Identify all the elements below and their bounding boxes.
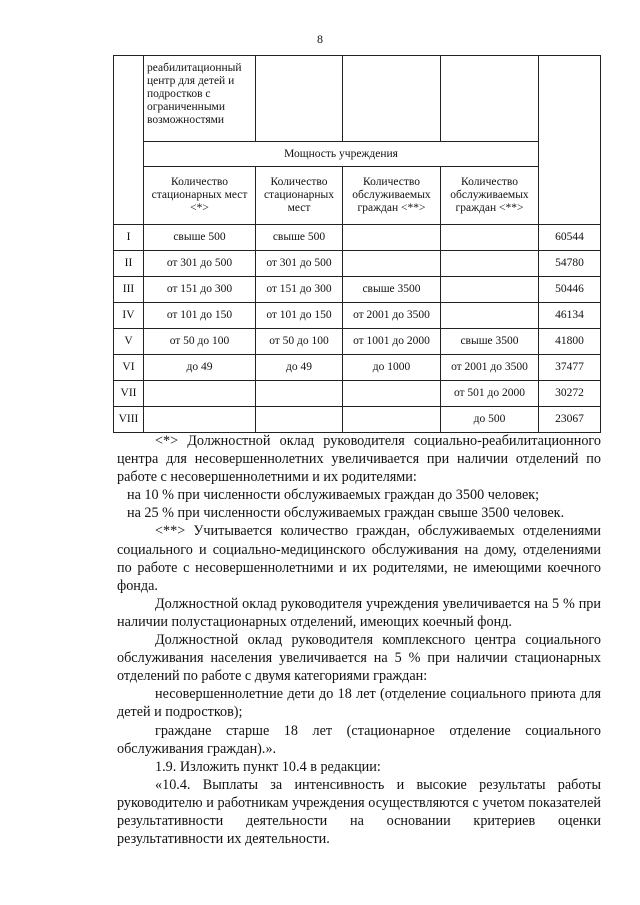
table-row: [114, 355, 601, 381]
document-body: [117, 432, 601, 848]
table-row: [114, 142, 601, 167]
list-item: на 25 % при численности обслуживаемых граждан свыше 3500 человек.: [127, 505, 565, 522]
table-row: [114, 277, 601, 303]
list-item: на 10 % при численности обслуживаемых граждан до 3500 человек;: [127, 487, 540, 504]
footnote-paragraph: <*> Должностной оклад руководителя социально-реабилитационного центра для несовершеннолетних увеличивается при наличии отделений по работе с несовершеннолетними и их родителями:: [117, 433, 601, 486]
table-cell: от 101 до 150: [144, 303, 256, 329]
table-cell: до 49: [144, 355, 256, 381]
table-cell: [144, 381, 256, 407]
paragraph: 1.9. Изложить пункт 10.4 в редакции:: [155, 758, 381, 775]
institution-type-cell: реабилитационный центр для детей и подростков с ограниченными возможностями: [144, 56, 256, 142]
table-cell: от 101 до 150: [256, 303, 343, 329]
table-cell: от 2001 до 3500: [343, 303, 441, 329]
table-cell: до 500: [441, 407, 539, 433]
group-number: III: [114, 277, 144, 303]
group-number: I: [114, 225, 144, 251]
table-cell: [441, 251, 539, 277]
table-cell: от 151 до 300: [256, 277, 343, 303]
salary-cell: 60544: [539, 225, 601, 251]
table-cell: [343, 251, 441, 277]
salary-cell: 30272: [539, 381, 601, 407]
table-row: [114, 303, 601, 329]
capacity-header: Мощность учреждения: [144, 142, 539, 167]
table-cell: [441, 225, 539, 251]
salary-cell: 23067: [539, 407, 601, 433]
salary-cell: 46134: [539, 303, 601, 329]
table-row: [114, 251, 601, 277]
table-cell: [441, 303, 539, 329]
table-row: [114, 167, 601, 225]
list-item: граждане старше 18 лет (стационарное отделение социального обслуживания граждан).».: [117, 722, 601, 757]
table-cell: [343, 381, 441, 407]
table-cell: от 50 до 100: [256, 329, 343, 355]
group-number: V: [114, 329, 144, 355]
paragraph: Должностной оклад руководителя комплексного центра социального обслуживания населения увеличивается на 5 % при наличии стационарных отделений по работе с двумя категориями граждан:: [117, 632, 601, 685]
table-row: [114, 56, 601, 142]
group-number: VI: [114, 355, 144, 381]
table-cell: [256, 407, 343, 433]
group-number: VII: [114, 381, 144, 407]
table-row: [114, 407, 601, 433]
table-cell: от 501 до 2000: [441, 381, 539, 407]
table-cell: [343, 407, 441, 433]
column-header: Количество обслуживаемых граждан <**>: [441, 167, 539, 225]
table-cell: свыше 3500: [343, 277, 441, 303]
column-header: Количество стационарных мест <*>: [144, 167, 256, 225]
salary-table: [113, 55, 601, 433]
table-row: [114, 225, 601, 251]
group-number: IV: [114, 303, 144, 329]
group-number: VIII: [114, 407, 144, 433]
table-cell: [343, 225, 441, 251]
column-header: Количество обслуживаемых граждан <**>: [343, 167, 441, 225]
table-cell: до 1000: [343, 355, 441, 381]
table-cell: от 2001 до 3500: [441, 355, 539, 381]
table-row: [114, 381, 601, 407]
list-item: несовершеннолетние дети до 18 лет (отделение социального приюта для детей и подростков);: [117, 686, 601, 721]
page-number: 8: [317, 32, 323, 46]
column-header: Количество стационарных мест: [256, 167, 343, 225]
salary-cell: 54780: [539, 251, 601, 277]
table-row: [114, 329, 601, 355]
table-cell: от 151 до 300: [144, 277, 256, 303]
salary-cell: 50446: [539, 277, 601, 303]
table-cell: свыше 3500: [441, 329, 539, 355]
table-cell: [256, 381, 343, 407]
table-cell: от 1001 до 2000: [343, 329, 441, 355]
table-cell: от 301 до 500: [256, 251, 343, 277]
table-cell: от 50 до 100: [144, 329, 256, 355]
paragraph: «10.4. Выплаты за интенсивность и высокие результаты работы руководителю и работникам учреждения осуществляются с учетом показателей результативности деятельности на основании критериев оценки результативности их деятельности.: [117, 776, 601, 848]
footnote-paragraph: <**> Учитывается количество граждан, обслуживаемых отделениями социального и социально-медицинского обслуживания на дому, отделениями по работе с несовершеннолетними и их родителями, не имеющими коечного фонда.: [117, 523, 601, 594]
salary-cell: 41800: [539, 329, 601, 355]
table-cell: до 49: [256, 355, 343, 381]
table-cell: свыше 500: [256, 225, 343, 251]
group-number: II: [114, 251, 144, 277]
table-cell: свыше 500: [144, 225, 256, 251]
table-cell: [144, 407, 256, 433]
table-cell: от 301 до 500: [144, 251, 256, 277]
table-cell: [441, 277, 539, 303]
salary-cell: 37477: [539, 355, 601, 381]
paragraph: Должностной оклад руководителя учреждения увеличивается на 5 % при наличии полустационарных отделений, имеющих коечный фонд.: [117, 595, 601, 630]
